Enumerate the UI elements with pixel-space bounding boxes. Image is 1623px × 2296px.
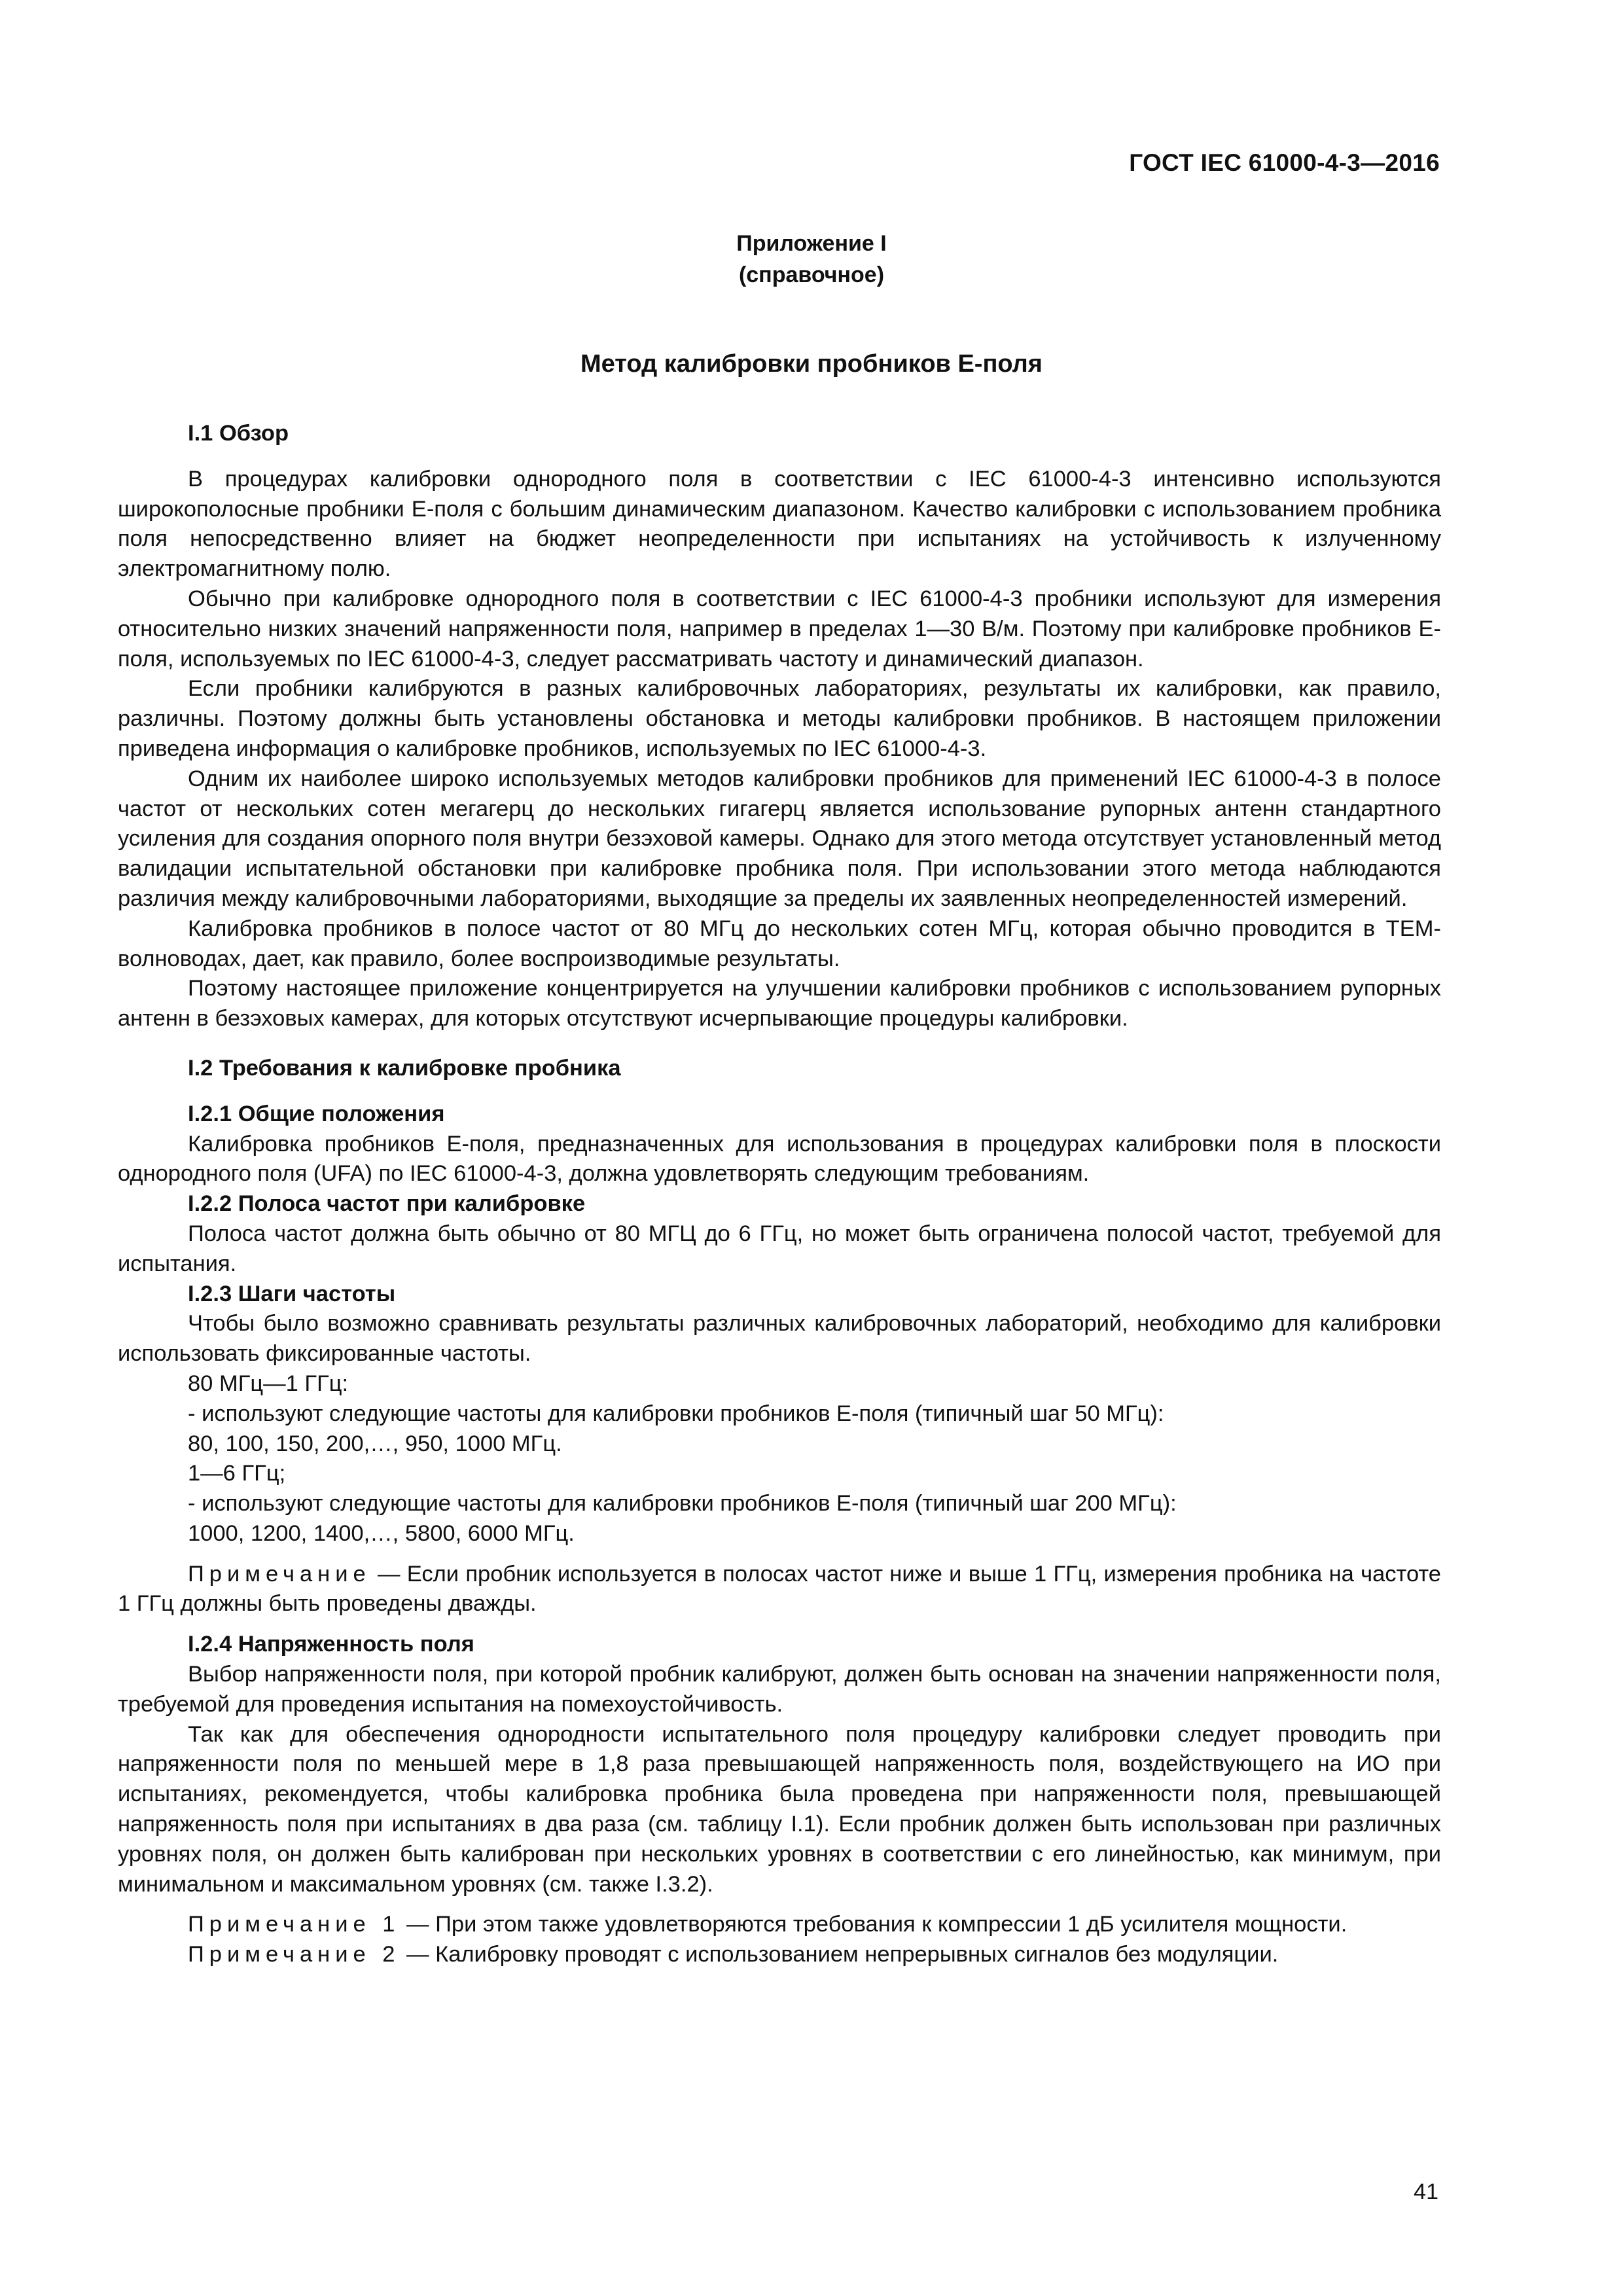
paragraph: Калибровка пробников в полосе частот от 80 МГц до нескольких сотен МГц, которая обычно проводится в ТЕМ-волноводах, дает, как правило, более воспроизводимые результаты. [118, 916, 1441, 971]
note-label: Примечание 2 [188, 1942, 401, 1967]
section-heading-i21: I.2.1 Общие положения [188, 1101, 445, 1126]
note [118, 1560, 1441, 1620]
paragraph: Калибровка пробников Е-поля, предназначенных для использования в процедурах калибровки поля в плоскости однородного поля (UFA) по IEC 61000-4-3, должна удовлетворять следующим требованиям. [118, 1131, 1441, 1187]
note-1 [118, 1910, 1441, 1940]
paragraph: Чтобы было возможно сравнивать результаты различных калибровочных лабораторий, необходимо для калибровки использовать фиксированные частоты. [118, 1311, 1441, 1367]
note-text: — Если пробник используется в полосах частот ниже и выше 1 ГГц, измерения пробника на частоте 1 ГГц должны быть проведены дважды. [118, 1561, 1441, 1617]
note-label: Примечание 1 [188, 1912, 401, 1937]
list-line: - используют следующие частоты для калибровки пробников Е-поля (типичный шаг 200 МГц): [188, 1491, 1177, 1516]
list-line: - используют следующие частоты для калибровки пробников Е-поля (типичный шаг 50 МГц): [188, 1401, 1164, 1426]
paragraph: Если пробники калибруются в разных калибровочных лабораториях, результаты их калибровки, как правило, различны. Поэтому должны быть установлены обстановка и методы калибровки пробников. В настоящем приложении приведена информация о калибровке пробников, используемых по IEC 61000-4-3. [118, 676, 1441, 761]
section-heading-i22: I.2.2 Полоса частот при калибровке [188, 1191, 586, 1217]
paragraph: Обычно при калибровке однородного поля в соответствии с IEC 61000-4-3 пробники используют для измерения относительно низких значений напряженности поля, например в пределах 1—30 В/м. Поэтому при калибровке пробников Е-поля, используемых по IEC 61000-4-3, следует рассматривать частоту и динамический диапазон. [118, 586, 1441, 672]
section-heading-i1: I.1 Обзор [188, 421, 289, 446]
note-text: — Калибровку проводят с использованием непрерывных сигналов без модуляции. [400, 1942, 1279, 1967]
annex-title: Приложение I [736, 231, 887, 256]
paragraph: В процедурах калибровки однородного поля в соответствии с IEC 61000-4-3 интенсивно используются широкополосные пробники Е-поля с большим динамическим диапазоном. Качество калибровки с использованием пробника поля непосредственно влияет на бюджет неопределенности при испытаниях на устойчивость к излученному электромагнитному полю. [118, 466, 1441, 582]
list-line: 80 МГц—1 ГГц: [188, 1371, 349, 1396]
section-heading-i24: I.2.4 Напряженность поля [188, 1632, 474, 1657]
paragraph: Поэтому настоящее приложение концентрируется на улучшении калибровки пробников с использованием рупорных антенн в безэховых камерах, для которых отсутствуют исчерпывающие процедуры калибровки. [118, 976, 1441, 1031]
section-heading-i2: I.2 Требования к калибровке пробника [188, 1055, 621, 1081]
annex-main-title: Метод калибровки пробников Е-поля [580, 350, 1043, 378]
document-code: ГОСТ IEC 61000-4-3—2016 [1129, 149, 1440, 176]
annex-type: (справочное) [738, 262, 885, 287]
paragraph: Полоса частот должна быть обычно от 80 МГЦ до 6 ГГц, но может быть ограничена полосой частот, требуемой для испытания. [118, 1221, 1441, 1276]
page-number: 41 [1414, 2179, 1438, 2204]
list-line: 1—6 ГГц; [188, 1461, 286, 1486]
note-2 [118, 1940, 1441, 1970]
note-label: Примечание [188, 1561, 371, 1587]
list-line: 80, 100, 150, 200,…, 950, 1000 МГц. [188, 1431, 562, 1456]
document-body [118, 419, 1441, 1970]
paragraph: Выбор напряженности поля, при которой пробник калибруют, должен быть основан на значении напряженности поля, требуемой для проведения испытания на помехоустойчивость. [118, 1662, 1441, 1717]
note-text: — При этом также удовлетворяются требования к компрессии 1 дБ усилителя мощности. [400, 1912, 1347, 1937]
paragraph: Одним их наиболее широко используемых методов калибровки пробников для применений IEC 61000-4-3 в полосе частот от нескольких сотен мегагерц до нескольких гигагерц является использование рупорных антенн стандартного усиления для создания опорного поля внутри безэховой камеры. Однако для этого метода отсутствует установленный метод валидации испытательной обстановки при калибровке пробника поля. При использовании этого метода наблюдаются различия между калибровочными лабораториями, выходящие за пределы их заявленных неопределенностей измерений. [118, 766, 1441, 911]
list-line: 1000, 1200, 1400,…, 5800, 6000 МГц. [188, 1520, 575, 1546]
annex-header [0, 228, 1623, 291]
section-heading-i23: I.2.3 Шаги частоты [188, 1281, 396, 1306]
paragraph: Так как для обеспечения однородности испытательного поля процедуру калибровки следует проводить при напряженности поля по меньшей мере в 1,8 раза превышающей напряженность поля, воздействующего на ИО при испытаниях, рекомендуется, чтобы калибровка пробника была проведена при напряженности поля, превышающей напряженность поля при испытаниях в два раза (см. таблицу I.1). Если пробник должен быть использован при различных уровнях поля, он должен быть калиброван при нескольких уровнях в соответствии с его линейностью, как минимум, при минимальном и максимальном уровнях (см. также I.3.2). [118, 1721, 1441, 1897]
